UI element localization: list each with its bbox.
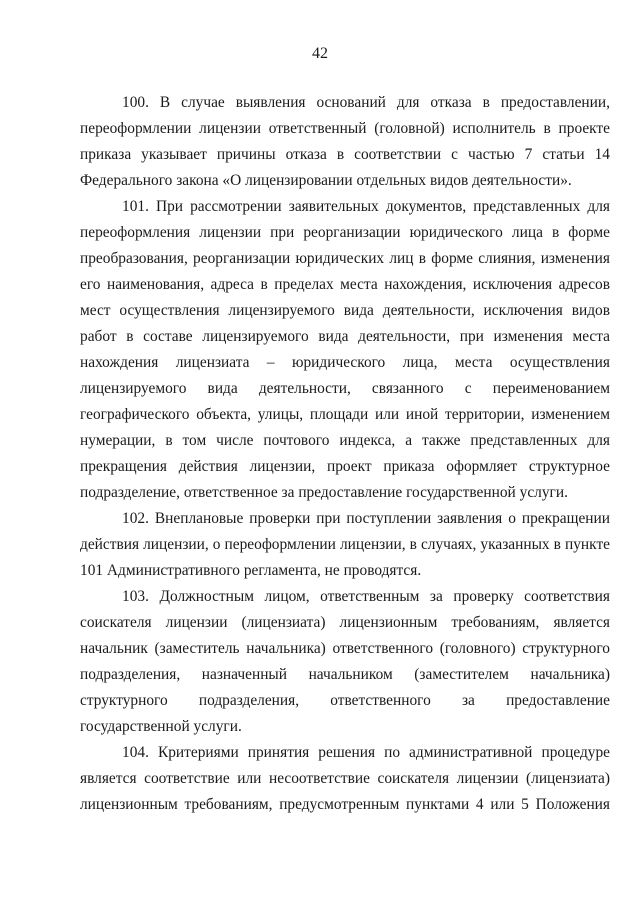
document-body bbox=[80, 90, 610, 818]
page-number: 42 bbox=[312, 45, 328, 62]
paragraph-100: 100. В случае выявления оснований для отказа в предоставлении, переоформлении лицензии ответственный (головной) исполнитель в проекте приказа указывает причины отказа в соответствии с частью 7 статьи 14 Федерального закона «О лицензировании отдельных видов деятельности». bbox=[80, 94, 610, 189]
paragraph-104: 104. Критериями принятия решения по административной процедуре является соответствие или несоответствие соискателя лицензии (лицензиата) лицензионным требованиям, предусмотренным пунктами 4 или 5 Положения bbox=[80, 744, 610, 813]
paragraph-102: 102. Внеплановые проверки при поступлении заявления о прекращении действия лицензии, о переоформлении лицензии, в случаях, указанных в пункте 101 Административного регламента, не проводятся. bbox=[80, 510, 610, 579]
paragraph-101: 101. При рассмотрении заявительных документов, представленных для переоформления лицензии при реорганизации юридического лица в форме преобразования, реорганизации юридических лиц в форме слияния, изменения его наименования, адреса в пределах места нахождения, исключения адресов мест осуществления лицензируемого вида деятельности, исключения видов работ в составе лицензируемого вида деятельности, при изменения места нахождения лицензиата – юридического лица, места осуществления лицензируемого вида деятельности, связанного с переименованием географического объекта, улицы, площади или иной территории, изменением нумерации, в том числе почтового индекса, а также представленных для прекращения действия лицензии, проект приказа оформляет структурное подразделение, ответственное за предоставление государственной услуги. bbox=[80, 198, 610, 501]
paragraph-103: 103. Должностным лицом, ответственным за проверку соответствия соискателя лицензии (лицензиата) лицензионным требованиям, является начальник (заместитель начальника) ответственного (головного) структурного подразделения, назначенный начальником (заместителем начальника) структурного подразделения, ответственного за предоставление государственной услуги. bbox=[80, 588, 610, 735]
